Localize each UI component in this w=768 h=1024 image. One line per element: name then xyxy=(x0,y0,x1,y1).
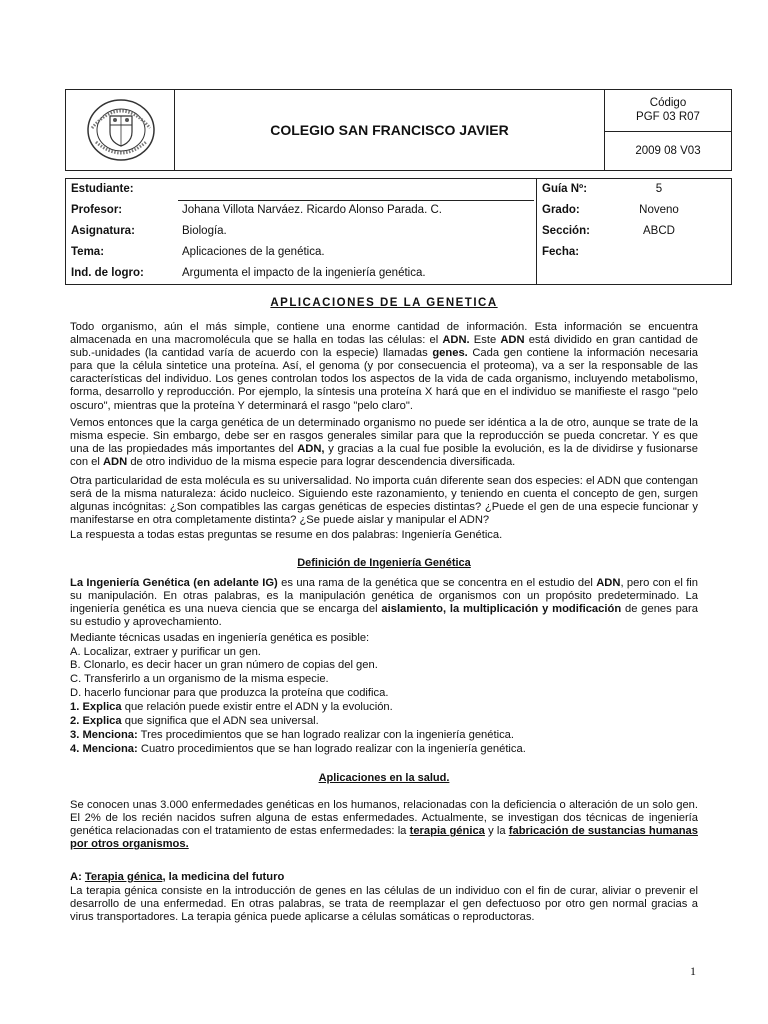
task-3: 3. Menciona: Tres procedimientos que se han logrado realizar con la ingeniería genética. xyxy=(70,729,515,741)
document-header xyxy=(65,89,732,171)
row-asignatura xyxy=(66,221,731,242)
definition-title: Definición de Ingeniería Genética xyxy=(297,557,471,569)
tema-value: Aplicaciones de la genética. xyxy=(182,246,325,258)
logro-value: Argumenta el impacto de la ingeniería genética. xyxy=(182,267,426,279)
asignatura-label: Asignatura: xyxy=(71,225,135,237)
row-estudiante xyxy=(66,179,731,200)
technique-b: B. Clonarlo, es decir hacer un gran número de copias del gen. xyxy=(70,659,378,671)
asignatura-value: Biología. xyxy=(182,225,227,237)
document-code xyxy=(605,90,731,132)
techniques-intro: Mediante técnicas usadas en ingeniería genética es posible: xyxy=(70,632,370,644)
task-4: 4. Menciona: Cuatro procedimientos que se han logrado realizar con la ingeniería genética. xyxy=(70,743,526,755)
profesor-value: Johana Villota Narváez. Ricardo Alonso Parada. C. xyxy=(182,204,442,216)
gene-therapy-paragraph: La terapia génica consiste en la introducción de genes en las células de un individuo con el fin de curar, aliviar o prevenir el desarrollo de una enfermedad. En otras palabras, se trata de reemplazar el gen defectuoso por otro gen normal gracias a virus transportadores. La terapia génica puede aplicarse a células somáticas o reproductoras. xyxy=(70,885,698,924)
student-info-table xyxy=(65,178,732,285)
guia-label: Guía Nº: xyxy=(542,183,588,195)
school-seal-icon xyxy=(86,98,156,162)
intro-paragraph-3: Otra particularidad de esta molécula es su universalidad. No importa cuán diferente sean dos especies: el ADN que contengan será de la misma naturaleza: ácido nucleico. Siguiendo este razonamiento, y teniendo en cuenta el concepto de gen, surgen algunas incógnitas: ¿Son compatibles las cargas genéticas de especies distintas? ¿Puede el gen de una especie funcionar y manifestarse en otra completamente distinta? ¿Se puede aislar y manipular el ADN? xyxy=(70,475,698,527)
definition-paragraph: La Ingeniería Genética (en adelante IG) es una rama de la genética que se concentra en el estudio del ADN, pero con el fin su manipulación. En otras palabras, es la manipulación genética de organismos con un propósito predeterminado. La ingeniería genética es una nueva ciencia que se encarga del aislamiento, la multiplicación y modificación de genes para su estudio y aprovechamiento. xyxy=(70,577,699,629)
health-title: Aplicaciones en la salud. xyxy=(318,772,450,784)
seccion-label: Sección: xyxy=(542,225,590,237)
intro-paragraph-1: Todo organismo, aún el más simple, contiene una enorme cantidad de información. Esta información se encuentra almacenada en una macromolécula que se halla en todas las células: el ADN. Este ADN está dividido en gran cantidad de sub.-unidades (la cantidad varía de acuerdo con la especie) llamadas genes. Cada gen contiene la información necesaria para que la célula sintetice una proteína. Así, el genoma (y por consecuencia el proteoma), va a ser la responsable de las características del individuo. Los genes controlan todos los aspectos de la vida de cada organismo, incluyendo metabolismo, forma, desarrollo y reproducción. Por ejemplo, la síntesis una proteína X hará que en el individuo se manifieste el rasgo "pelo oscuro", mientras que la proteína Y determinará el rasgo "pelo claro". xyxy=(70,321,698,412)
technique-c: C. Transferirlo a un organismo de la misma especie. xyxy=(70,673,329,685)
row-profesor xyxy=(66,200,731,221)
gene-therapy-heading: A: Terapia génica, la medicina del futuro xyxy=(70,871,285,883)
intro-paragraph-4: La respuesta a todas estas preguntas se resume en dos palabras: Ingeniería Genética. xyxy=(70,529,503,541)
technique-d: D. hacerlo funcionar para que produzca la proteína que codifica. xyxy=(70,687,389,699)
intro-paragraph-2: Vemos entonces que la carga genética de un determinado organismo no puede ser idéntica a la de otro, aunque se trate de la misma especie. Sin embargo, debe ser en rasgos generales similar para que la reproducción se pueda concretar. Y es que una de las propiedades más importantes del ADN, y gracias a la cual fue posible la evolución, es la de dividirse y fusionarse con el ADN de otro individuo de la misma especie para lograr descendencia diversificada. xyxy=(70,417,698,469)
task-2: 2. Explica que significa que el ADN sea universal. xyxy=(70,715,319,727)
technique-a: A. Localizar, extraer y purificar un gen. xyxy=(70,646,261,658)
fecha-label: Fecha: xyxy=(542,246,580,258)
school-logo-cell xyxy=(66,90,175,170)
document-version: 2009 08 V03 xyxy=(635,145,701,157)
code-value: PGF 03 R07 xyxy=(636,111,700,123)
main-title: APLICACIONES DE LA GENETICA xyxy=(270,297,498,309)
row-logro xyxy=(66,263,731,284)
guia-value: 5 xyxy=(655,183,663,195)
logro-label: Ind. de logro: xyxy=(71,267,144,279)
row-tema xyxy=(66,242,731,263)
profesor-label: Profesor: xyxy=(71,204,123,216)
health-paragraph: Se conocen unas 3.000 enfermedades genéticas en los humanos, relacionadas con la deficiencia o alteración de un solo gen. El 2% de los recién nacidos sufren alguna de estas enfermedades. Actualmente, se investigan dos técnicas de ingeniería genética relacionadas con el tratamiento de estas enfermedades: la terapia génica y la fabricación de sustancias humanas por otros organismos. xyxy=(70,799,698,851)
grado-label: Grado: xyxy=(542,204,580,216)
school-name: COLEGIO SAN FRANCISCO JAVIER xyxy=(175,90,605,170)
seccion-value: ABCD xyxy=(643,225,675,237)
grado-value: Noveno xyxy=(639,204,679,216)
estudiante-label: Estudiante: xyxy=(71,183,134,195)
page-number: 1 xyxy=(690,964,696,978)
tema-label: Tema: xyxy=(71,246,105,258)
code-label: Código xyxy=(649,97,687,109)
task-1: 1. Explica que relación puede existir entre el ADN y la evolución. xyxy=(70,701,393,713)
